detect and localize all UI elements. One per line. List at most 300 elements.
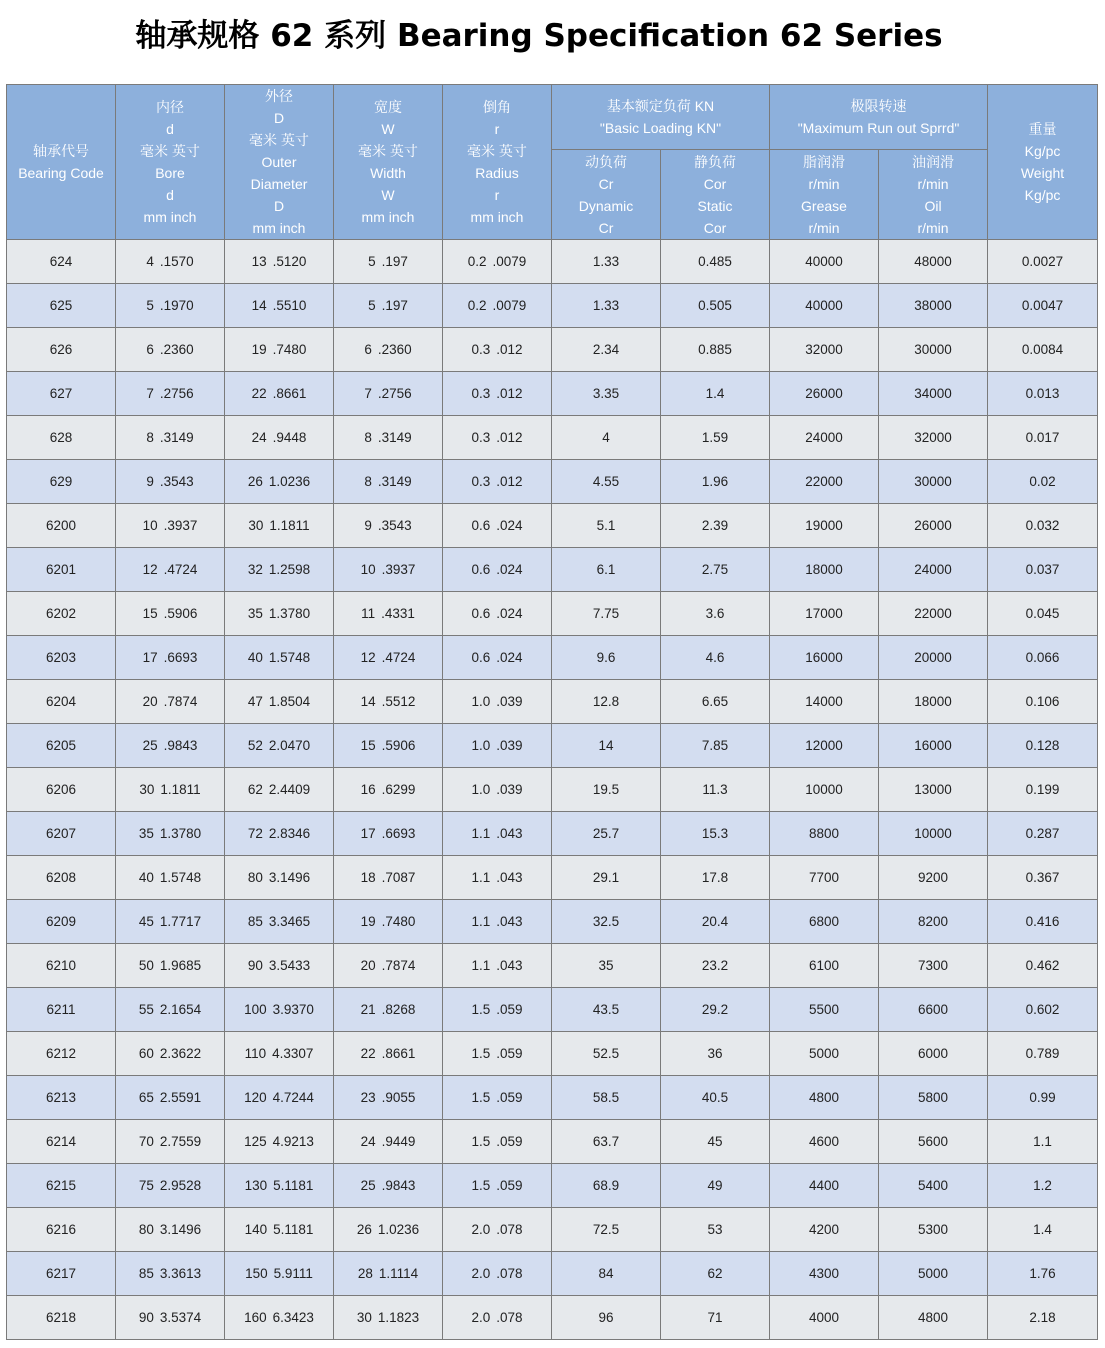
cell-bore-inch: 3.5374 — [159, 1310, 202, 1325]
cell-bore-inch: .3937 — [163, 518, 198, 533]
cell-dynamic-load: 1.33 — [552, 284, 661, 328]
cell-outer-diameter — [225, 460, 334, 504]
cell-bore — [116, 1208, 225, 1252]
cell-static-load: 17.8 — [661, 856, 770, 900]
cell-width-mm: 20 — [360, 958, 376, 973]
cell-outer-diameter — [225, 372, 334, 416]
cell-width-mm: 16 — [360, 782, 376, 797]
cell-outer-diameter-inch: 1.0236 — [268, 474, 311, 489]
cell-dynamic-load: 14 — [552, 724, 661, 768]
table-row — [7, 1208, 1098, 1252]
table-row — [7, 1296, 1098, 1340]
cell-outer-diameter-inch: 1.2598 — [268, 562, 311, 577]
table-row — [7, 944, 1098, 988]
cell-radius-inch: .024 — [496, 650, 523, 665]
cell-grease-speed: 22000 — [770, 460, 879, 504]
cell-grease-speed: 10000 — [770, 768, 879, 812]
cell-oil-speed: 18000 — [879, 680, 988, 724]
cell-bore-inch: 1.7717 — [159, 914, 202, 929]
cell-outer-diameter — [225, 328, 334, 372]
cell-width — [334, 1120, 443, 1164]
cell-static-load: 29.2 — [661, 988, 770, 1032]
cell-width-mm: 19 — [360, 914, 376, 929]
cell-static-load: 15.3 — [661, 812, 770, 856]
cell-bore-mm: 85 — [138, 1266, 154, 1281]
cell-oil-speed: 13000 — [879, 768, 988, 812]
cell-radius-mm: 1.0 — [471, 694, 491, 709]
cell-radius-inch: .024 — [496, 606, 523, 621]
cell-width — [334, 1076, 443, 1120]
cell-width-mm: 9 — [364, 518, 372, 533]
cell-bore-inch: 1.9685 — [159, 958, 202, 973]
cell-outer-diameter-inch: 4.9213 — [272, 1134, 314, 1149]
cell-radius-mm: 1.5 — [471, 1090, 491, 1105]
cell-oil-speed: 10000 — [879, 812, 988, 856]
cell-radius-inch: .039 — [496, 782, 523, 797]
cell-bore-mm: 60 — [138, 1046, 154, 1061]
cell-oil-speed: 5000 — [879, 1252, 988, 1296]
cell-outer-diameter-mm: 110 — [244, 1046, 267, 1061]
cell-bore — [116, 284, 225, 328]
cell-oil-speed: 4800 — [879, 1296, 988, 1340]
cell-grease-speed: 4800 — [770, 1076, 879, 1120]
cell-width-inch: 1.1823 — [377, 1310, 420, 1325]
cell-dynamic-load: 58.5 — [552, 1076, 661, 1120]
cell-width-mm: 24 — [360, 1134, 376, 1149]
table-row — [7, 724, 1098, 768]
header-grease-speed: 脂润滑 r/min Grease r/min — [770, 150, 879, 240]
cell-bore-mm: 6 — [146, 342, 154, 357]
cell-bore-inch: .1970 — [159, 298, 194, 313]
cell-radius-mm: 1.1 — [471, 826, 491, 841]
cell-radius — [443, 1120, 552, 1164]
cell-bore-inch: .9843 — [163, 738, 198, 753]
cell-oil-speed: 16000 — [879, 724, 988, 768]
cell-static-load: 53 — [661, 1208, 770, 1252]
cell-width — [334, 636, 443, 680]
cell-bore-inch: .6693 — [163, 650, 198, 665]
cell-bearing-code: 6204 — [7, 680, 116, 724]
cell-outer-diameter-mm: 30 — [248, 518, 264, 533]
cell-bearing-code: 6201 — [7, 548, 116, 592]
cell-oil-speed: 6000 — [879, 1032, 988, 1076]
cell-dynamic-load: 96 — [552, 1296, 661, 1340]
cell-width-mm: 15 — [360, 738, 376, 753]
cell-radius-inch: .012 — [496, 474, 523, 489]
cell-bore-inch: 3.3613 — [159, 1266, 202, 1281]
cell-width-inch: .197 — [381, 298, 408, 313]
cell-bore — [116, 372, 225, 416]
cell-radius-mm: 0.2 — [467, 254, 487, 269]
cell-width-inch: .9843 — [381, 1178, 416, 1193]
cell-oil-speed: 26000 — [879, 504, 988, 548]
page-title: 轴承规格 62 系列 Bearing Specification 62 Series — [135, 18, 943, 54]
cell-dynamic-load: 43.5 — [552, 988, 661, 1032]
table-row — [7, 592, 1098, 636]
cell-grease-speed: 16000 — [770, 636, 879, 680]
cell-bore — [116, 636, 225, 680]
cell-outer-diameter-mm: 72 — [247, 826, 263, 841]
cell-bore-mm: 45 — [138, 914, 154, 929]
cell-bearing-code: 6215 — [7, 1164, 116, 1208]
cell-outer-diameter — [225, 1032, 334, 1076]
cell-weight: 0.287 — [988, 812, 1098, 856]
cell-width-mm: 12 — [360, 650, 376, 665]
cell-bore-inch: .2756 — [159, 386, 194, 401]
cell-outer-diameter-inch: 2.4409 — [268, 782, 311, 797]
cell-outer-diameter-inch: 1.1811 — [269, 518, 310, 533]
cell-radius-inch: .0079 — [492, 254, 527, 269]
cell-outer-diameter-mm: 160 — [244, 1310, 267, 1325]
cell-width-inch: .5906 — [381, 738, 416, 753]
cell-radius — [443, 504, 552, 548]
cell-bore-mm: 12 — [142, 562, 158, 577]
cell-static-load: 0.485 — [661, 240, 770, 284]
cell-grease-speed: 4400 — [770, 1164, 879, 1208]
cell-static-load: 7.85 — [661, 724, 770, 768]
cell-radius-mm: 2.0 — [471, 1310, 491, 1325]
cell-radius-inch: .039 — [496, 694, 523, 709]
cell-static-load: 71 — [661, 1296, 770, 1340]
cell-width — [334, 988, 443, 1032]
cell-bore-mm: 7 — [146, 386, 154, 401]
header-dynamic-load: 动负荷 Cr Dynamic Cr — [552, 150, 661, 240]
cell-radius-mm: 2.0 — [471, 1222, 491, 1237]
cell-oil-speed: 32000 — [879, 416, 988, 460]
cell-radius-mm: 1.1 — [471, 958, 491, 973]
cell-radius — [443, 812, 552, 856]
cell-dynamic-load: 63.7 — [552, 1120, 661, 1164]
cell-outer-diameter — [225, 680, 334, 724]
cell-outer-diameter-inch: .5120 — [272, 254, 307, 269]
cell-weight: 2.18 — [988, 1296, 1098, 1340]
cell-radius-inch: .024 — [496, 518, 523, 533]
cell-bore-mm: 5 — [146, 298, 154, 313]
cell-dynamic-load: 35 — [552, 944, 661, 988]
cell-outer-diameter-inch: .8661 — [272, 386, 307, 401]
cell-outer-diameter-inch: 5.1181 — [273, 1222, 314, 1237]
cell-outer-diameter-inch: 3.3465 — [268, 914, 311, 929]
cell-outer-diameter-inch: 1.3780 — [268, 606, 311, 621]
cell-bearing-code: 6214 — [7, 1120, 116, 1164]
cell-outer-diameter-mm: 47 — [247, 694, 263, 709]
header-radius: 倒角 r 毫米 英寸 Radius r mm inch — [443, 85, 552, 240]
cell-bore — [116, 460, 225, 504]
cell-bore — [116, 548, 225, 592]
cell-grease-speed: 40000 — [770, 284, 879, 328]
cell-radius-inch: .043 — [496, 870, 523, 885]
cell-static-load: 0.505 — [661, 284, 770, 328]
cell-width-mm: 30 — [356, 1310, 372, 1325]
cell-bearing-code: 627 — [7, 372, 116, 416]
cell-bore-inch: .5906 — [163, 606, 198, 621]
cell-width-inch: .6299 — [381, 782, 416, 797]
cell-width — [334, 416, 443, 460]
cell-width — [334, 1208, 443, 1252]
cell-outer-diameter-mm: 26 — [247, 474, 263, 489]
cell-radius-inch: .059 — [496, 1134, 523, 1149]
cell-grease-speed: 26000 — [770, 372, 879, 416]
cell-bearing-code: 6203 — [7, 636, 116, 680]
cell-grease-speed: 12000 — [770, 724, 879, 768]
cell-width-mm: 17 — [360, 826, 376, 841]
cell-bore — [116, 1164, 225, 1208]
cell-radius-inch: .0079 — [492, 298, 527, 313]
cell-bearing-code: 6217 — [7, 1252, 116, 1296]
cell-bore-mm: 20 — [142, 694, 158, 709]
table-row — [7, 284, 1098, 328]
cell-weight: 0.789 — [988, 1032, 1098, 1076]
cell-width-mm: 8 — [364, 474, 372, 489]
cell-radius-inch: .024 — [496, 562, 523, 577]
cell-bore-mm: 55 — [138, 1002, 154, 1017]
cell-bearing-code: 6210 — [7, 944, 116, 988]
cell-weight: 0.0027 — [988, 240, 1098, 284]
cell-grease-speed: 18000 — [770, 548, 879, 592]
cell-bore — [116, 504, 225, 548]
cell-oil-speed: 5400 — [879, 1164, 988, 1208]
cell-outer-diameter-inch: .5510 — [272, 298, 307, 313]
cell-width — [334, 1164, 443, 1208]
cell-radius-mm: 1.5 — [471, 1134, 491, 1149]
cell-width-inch: .7480 — [381, 914, 416, 929]
cell-bore — [116, 1076, 225, 1120]
cell-outer-diameter-inch: 2.8346 — [268, 826, 311, 841]
cell-width-inch: .6693 — [381, 826, 416, 841]
cell-outer-diameter — [225, 768, 334, 812]
cell-outer-diameter-mm: 120 — [244, 1090, 267, 1105]
cell-radius-mm: 1.5 — [471, 1046, 491, 1061]
cell-outer-diameter-mm: 125 — [244, 1134, 267, 1149]
cell-outer-diameter-inch: 1.5748 — [268, 650, 311, 665]
cell-bore-mm: 10 — [142, 518, 158, 533]
cell-static-load: 49 — [661, 1164, 770, 1208]
cell-outer-diameter — [225, 1164, 334, 1208]
cell-static-load: 1.4 — [661, 372, 770, 416]
cell-dynamic-load: 32.5 — [552, 900, 661, 944]
cell-width-inch: .5512 — [381, 694, 416, 709]
cell-radius-inch: .012 — [496, 342, 523, 357]
cell-weight: 0.602 — [988, 988, 1098, 1032]
cell-bearing-code: 6206 — [7, 768, 116, 812]
cell-radius-mm: 0.6 — [471, 518, 491, 533]
cell-outer-diameter — [225, 944, 334, 988]
table-row — [7, 636, 1098, 680]
cell-width — [334, 944, 443, 988]
header-basic-loading: 基本额定负荷 KN "Basic Loading KN" — [552, 85, 770, 150]
header-outer-diameter: 外径 D 毫米 英寸 Outer Diameter D mm inch — [225, 85, 334, 240]
cell-bore — [116, 1120, 225, 1164]
cell-outer-diameter-inch: 5.9111 — [273, 1266, 313, 1281]
cell-outer-diameter-inch: 3.5433 — [268, 958, 311, 973]
table-row — [7, 240, 1098, 284]
cell-dynamic-load: 2.34 — [552, 328, 661, 372]
header-bore: 内径 d 毫米 英寸 Bore d mm inch — [116, 85, 225, 240]
cell-radius-inch: .012 — [496, 430, 523, 445]
cell-radius — [443, 680, 552, 724]
table-row — [7, 1120, 1098, 1164]
cell-width-inch: .7087 — [381, 870, 416, 885]
cell-bearing-code: 6213 — [7, 1076, 116, 1120]
cell-outer-diameter — [225, 812, 334, 856]
cell-width-mm: 8 — [364, 430, 372, 445]
cell-weight: 1.2 — [988, 1164, 1098, 1208]
cell-grease-speed: 8800 — [770, 812, 879, 856]
cell-width — [334, 680, 443, 724]
cell-bearing-code: 6218 — [7, 1296, 116, 1340]
cell-bore-inch: .1570 — [159, 254, 194, 269]
cell-weight: 0.0047 — [988, 284, 1098, 328]
cell-bore — [116, 680, 225, 724]
cell-radius — [443, 1164, 552, 1208]
cell-width — [334, 900, 443, 944]
cell-oil-speed: 20000 — [879, 636, 988, 680]
cell-bearing-code: 6216 — [7, 1208, 116, 1252]
cell-radius-mm: 2.0 — [471, 1266, 491, 1281]
cell-oil-speed: 5300 — [879, 1208, 988, 1252]
cell-outer-diameter — [225, 1076, 334, 1120]
cell-grease-speed: 5000 — [770, 1032, 879, 1076]
cell-static-load: 2.75 — [661, 548, 770, 592]
cell-static-load: 1.59 — [661, 416, 770, 460]
cell-bore — [116, 328, 225, 372]
cell-bore-inch: .4724 — [163, 562, 198, 577]
cell-radius-inch: .043 — [496, 958, 523, 973]
cell-outer-diameter-mm: 140 — [244, 1222, 268, 1237]
cell-width-inch: .197 — [381, 254, 408, 269]
cell-radius — [443, 328, 552, 372]
cell-bore — [116, 1296, 225, 1340]
cell-weight: 0.02 — [988, 460, 1098, 504]
header-weight: 重量 Kg/pc Weight Kg/pc — [988, 85, 1098, 240]
cell-oil-speed: 30000 — [879, 328, 988, 372]
cell-dynamic-load: 5.1 — [552, 504, 661, 548]
cell-bore-mm: 8 — [146, 430, 154, 445]
cell-width-mm: 14 — [360, 694, 376, 709]
table-row — [7, 856, 1098, 900]
cell-outer-diameter-mm: 85 — [247, 914, 263, 929]
cell-bearing-code: 625 — [7, 284, 116, 328]
cell-outer-diameter — [225, 504, 334, 548]
cell-width-inch: .3543 — [377, 518, 412, 533]
cell-outer-diameter-inch: 6.3423 — [272, 1310, 314, 1325]
cell-radius — [443, 416, 552, 460]
cell-radius — [443, 856, 552, 900]
cell-width — [334, 328, 443, 372]
cell-bearing-code: 624 — [7, 240, 116, 284]
cell-width — [334, 460, 443, 504]
cell-width-inch: .4724 — [381, 650, 416, 665]
cell-outer-diameter — [225, 284, 334, 328]
cell-outer-diameter — [225, 724, 334, 768]
cell-bore-mm: 25 — [142, 738, 158, 753]
cell-outer-diameter — [225, 636, 334, 680]
table-row — [7, 416, 1098, 460]
cell-outer-diameter-mm: 90 — [247, 958, 263, 973]
cell-width-mm: 6 — [364, 342, 372, 357]
cell-dynamic-load: 84 — [552, 1252, 661, 1296]
cell-bore-inch: 1.3780 — [159, 826, 202, 841]
cell-outer-diameter-inch: 2.0470 — [268, 738, 311, 753]
cell-bore — [116, 1032, 225, 1076]
cell-outer-diameter-mm: 150 — [245, 1266, 268, 1281]
cell-bore — [116, 768, 225, 812]
cell-dynamic-load: 9.6 — [552, 636, 661, 680]
cell-radius — [443, 724, 552, 768]
cell-bore-inch: .3149 — [159, 430, 194, 445]
cell-radius-mm: 0.6 — [471, 562, 491, 577]
cell-dynamic-load: 68.9 — [552, 1164, 661, 1208]
cell-static-load: 45 — [661, 1120, 770, 1164]
cell-grease-speed: 4300 — [770, 1252, 879, 1296]
table-row — [7, 812, 1098, 856]
cell-width — [334, 284, 443, 328]
cell-bore-mm: 75 — [138, 1178, 154, 1193]
cell-static-load: 40.5 — [661, 1076, 770, 1120]
cell-bore — [116, 988, 225, 1032]
cell-radius-inch: .078 — [496, 1222, 523, 1237]
cell-outer-diameter — [225, 1208, 334, 1252]
cell-oil-speed: 22000 — [879, 592, 988, 636]
cell-width — [334, 548, 443, 592]
cell-oil-speed: 6600 — [879, 988, 988, 1032]
cell-static-load: 4.6 — [661, 636, 770, 680]
cell-bore-inch: .3543 — [159, 474, 194, 489]
cell-dynamic-load: 4 — [552, 416, 661, 460]
table-row — [7, 680, 1098, 724]
cell-radius — [443, 1076, 552, 1120]
header-oil-speed: 油润滑 r/min Oil r/min — [879, 150, 988, 240]
cell-radius-inch: .059 — [496, 1002, 523, 1017]
cell-radius-inch: .059 — [496, 1178, 523, 1193]
cell-radius — [443, 240, 552, 284]
cell-width-mm: 21 — [360, 1002, 376, 1017]
cell-radius-inch: .039 — [496, 738, 523, 753]
cell-dynamic-load: 25.7 — [552, 812, 661, 856]
cell-radius-mm: 1.5 — [471, 1002, 491, 1017]
cell-outer-diameter — [225, 1252, 334, 1296]
cell-weight: 0.045 — [988, 592, 1098, 636]
cell-static-load: 11.3 — [661, 768, 770, 812]
table-row — [7, 768, 1098, 812]
cell-grease-speed: 6100 — [770, 944, 879, 988]
cell-bore-mm: 65 — [138, 1090, 154, 1105]
cell-radius — [443, 460, 552, 504]
cell-bore-mm: 4 — [146, 254, 154, 269]
cell-grease-speed: 40000 — [770, 240, 879, 284]
cell-bore — [116, 592, 225, 636]
cell-weight: 0.013 — [988, 372, 1098, 416]
cell-bore — [116, 856, 225, 900]
cell-outer-diameter-mm: 35 — [247, 606, 263, 621]
cell-radius-inch: .059 — [496, 1090, 523, 1105]
cell-outer-diameter-mm: 14 — [251, 298, 267, 313]
table-row — [7, 328, 1098, 372]
header-max-speed: 极限转速 "Maximum Run out Sprrd" — [770, 85, 988, 150]
cell-outer-diameter-inch: 5.1181 — [273, 1178, 314, 1193]
cell-width-inch: .8661 — [381, 1046, 416, 1061]
cell-dynamic-load: 19.5 — [552, 768, 661, 812]
table-body — [7, 240, 1098, 1340]
cell-width — [334, 724, 443, 768]
cell-outer-diameter-mm: 80 — [247, 870, 263, 885]
cell-bore-mm: 70 — [138, 1134, 154, 1149]
table-row — [7, 1032, 1098, 1076]
cell-width — [334, 1252, 443, 1296]
cell-width-inch: 1.1114 — [378, 1266, 419, 1281]
table-row — [7, 900, 1098, 944]
cell-dynamic-load: 4.55 — [552, 460, 661, 504]
